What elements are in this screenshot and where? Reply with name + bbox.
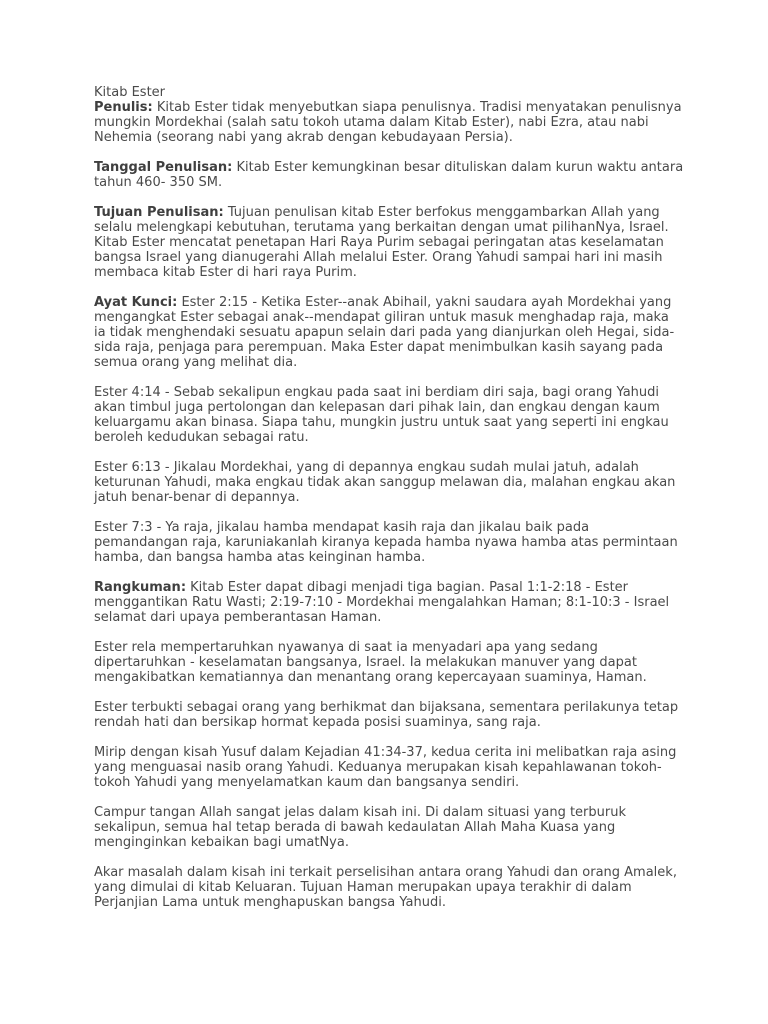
paragraph-label: Penulis: — [94, 100, 153, 115]
paragraph-penulis — [94, 100, 684, 145]
paragraph-text: Ester terbukti sebagai orang yang berhikmat dan bijaksana, sementara perilakunya tetap rendah hati dan bersikap hormat kepada posisi suaminya, sang raja. — [94, 700, 679, 730]
paragraph-ester-6-13 — [94, 460, 684, 505]
paragraph-ayat-kunci — [94, 295, 684, 370]
paragraph-label: Rangkuman: — [94, 580, 187, 595]
paragraph-tujuan-penulisan — [94, 205, 684, 280]
paragraph-text: Mirip dengan kisah Yusuf dalam Kejadian 41:34-37, kedua cerita ini melibatkan raja asing yang menguasai nasib orang Yahudi. Keduanya merupakan kisah kepahlawanan tokoh-tokoh Yahudi yang menyelamatkan kaum dan bangsanya sendiri. — [94, 745, 677, 790]
paragraph-tanggal-penulisan — [94, 160, 684, 190]
paragraph-mirip-yusuf — [94, 745, 684, 790]
paragraph-akar-masalah — [94, 865, 684, 910]
paragraph-campur-tangan — [94, 805, 684, 850]
paragraph-text: Ester rela mempertaruhkan nyawanya di saat ia menyadari apa yang sedang dipertaruhkan - keselamatan bangsanya, Israel. Ia melakukan manuver yang dapat mengakibatkan kematiannya dan menantang orang kepercayaan suaminya, Haman. — [94, 640, 647, 685]
paragraph-label: Tanggal Penulisan: — [94, 160, 233, 175]
paragraph-text: Ester 2:15 - Ketika Ester--anak Abihail, yakni saudara ayah Mordekhai yang mengangkat Ester sebagai anak--mendapat giliran untuk masuk menghadap raja, maka ia tidak menghendaki sesuatu apapun selain dari pada yang dianjurkan oleh Hegai, sida-sida raja, penjaga para perempuan. Maka Ester dapat menimbulkan kasih sayang pada semua orang yang melihat dia. — [94, 295, 675, 370]
paragraph-ester-rela — [94, 640, 684, 685]
paragraph-ester-4-14 — [94, 385, 684, 445]
paragraph-text: Tujuan penulisan kitab Ester berfokus menggambarkan Allah yang selalu melengkapi kebutuhan, terutama yang berkaitan dengan umat pilihanNya, Israel. Kitab Ester mencatat penetapan Hari Raya Purim sebagai peringatan atas keselamatan bangsa Israel yang dianugerahi Allah melalui Ester. Orang Yahudi sampai hari ini masih membaca kitab Ester di hari raya Purim. — [94, 205, 669, 280]
paragraph-text: Kitab Ester tidak menyebutkan siapa penulisnya. Tradisi menyatakan penulisnya mungkin Mordekhai (salah satu tokoh utama dalam Kitab Ester), nabi Ezra, atau nabi Nehemia (seorang nabi yang akrab dengan kebudayaan Persia). — [94, 100, 682, 145]
paragraph-text: Ester 7:3 - Ya raja, jikalau hamba mendapat kasih raja dan jikalau baik pada pemandangan raja, karuniakanlah kiranya kepada hamba nyawa hamba atas permintaan hamba, dan bangsa hamba atas keinginan hamba. — [94, 520, 678, 565]
paragraph-text: Kitab Ester kemungkinan besar dituliskan dalam kurun waktu antara tahun 460- 350 SM. — [94, 160, 684, 190]
paragraph-ester-terbukti — [94, 700, 684, 730]
paragraph-rangkuman — [94, 580, 684, 625]
paragraph-text: Kitab Ester dapat dibagi menjadi tiga bagian. Pasal 1:1-2:18 - Ester menggantikan Ratu Wasti; 2:19-7:10 - Mordekhai mengalahkan Haman; 8:1-10:3 - Israel selamat dari upaya pemberantasan Haman. — [94, 580, 670, 625]
document-page — [94, 85, 684, 925]
paragraph-text: Campur tangan Allah sangat jelas dalam kisah ini. Di dalam situasi yang terburuk sekalipun, semua hal tetap berada di bawah kedaulatan Allah Maha Kuasa yang menginginkan kebaikan bagi umatNya. — [94, 805, 626, 850]
paragraph-ester-7-3 — [94, 520, 684, 565]
paragraph-text: Ester 6:13 - Jikalau Mordekhai, yang di depannya engkau sudah mulai jatuh, adalah keturunan Yahudi, maka engkau tidak akan sanggup melawan dia, malahan engkau akan jatuh benar-benar di depannya. — [94, 460, 676, 505]
paragraph-label: Ayat Kunci: — [94, 295, 178, 310]
paragraph-label: Tujuan Penulisan: — [94, 205, 224, 220]
document-title: Kitab Ester — [94, 85, 166, 100]
paragraph-text: Akar masalah dalam kisah ini terkait perselisihan antara orang Yahudi dan orang Amalek, yang dimulai di kitab Keluaran. Tujuan Haman merupakan upaya terakhir di dalam Perjanjian Lama untuk menghapuskan bangsa Yahudi. — [94, 865, 677, 910]
paragraph-text: Ester 4:14 - Sebab sekalipun engkau pada saat ini berdiam diri saja, bagi orang Yahudi akan timbul juga pertolongan dan kelepasan dari pihak lain, dan engkau dengan kaum keluargamu akan binasa. Siapa tahu, mungkin justru untuk saat yang seperti ini engkau beroleh kedudukan sebagai ratu. — [94, 385, 669, 445]
